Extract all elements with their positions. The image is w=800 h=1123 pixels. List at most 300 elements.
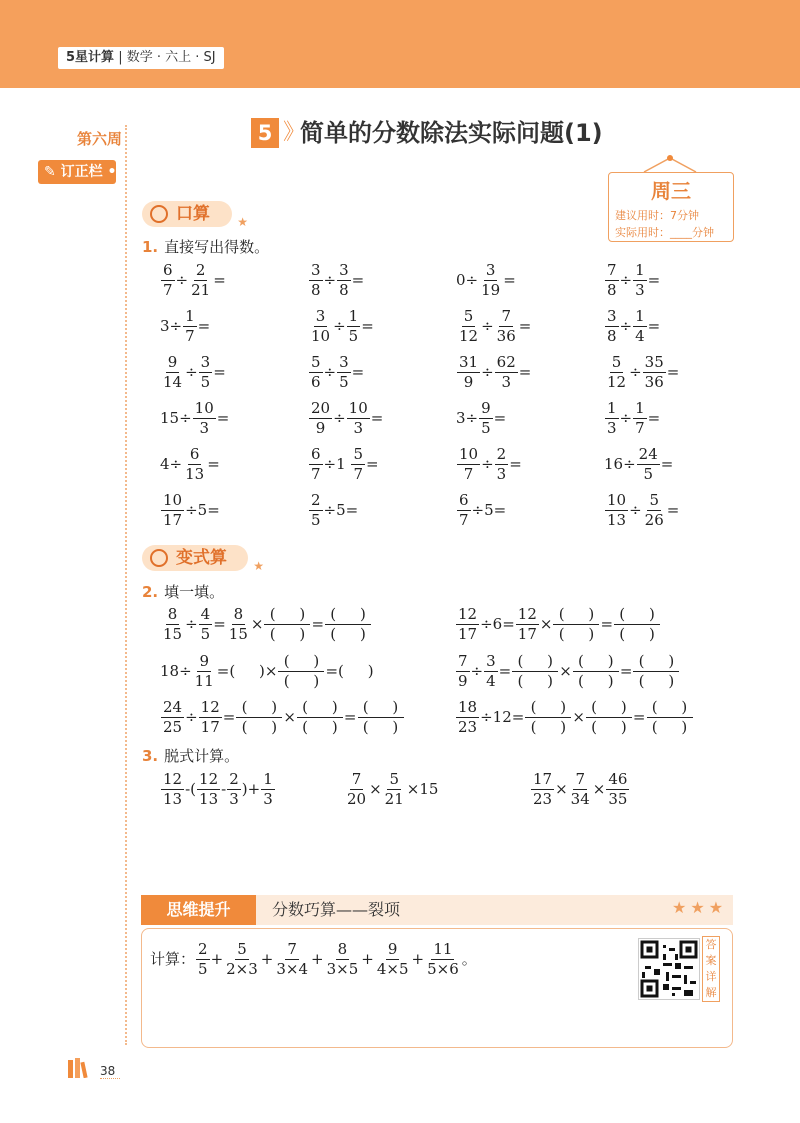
q1-text: 直接写出得数。 (164, 238, 270, 256)
denominator: 36 (496, 327, 516, 345)
equals-sign: = (351, 271, 365, 289)
denominator: 5 (311, 511, 321, 529)
mental-problem (604, 401, 660, 436)
equals-sign: = (518, 317, 532, 335)
fraction (637, 447, 660, 482)
divide-sign: ÷ (323, 363, 337, 381)
denominator: 8 (607, 327, 617, 345)
symbol: = (511, 708, 525, 726)
page-number: 38 (100, 1064, 116, 1078)
denominator: 15 (228, 625, 248, 643)
whole-number: 5 (484, 501, 494, 519)
blank-fraction[interactable] (325, 607, 371, 642)
denominator: 35 (608, 790, 628, 808)
blank-fraction[interactable] (236, 700, 282, 735)
numerator: 7 (607, 261, 617, 279)
equals-sign: = (503, 271, 516, 289)
numerator: ( ) (512, 654, 558, 672)
equals-sign: = (213, 271, 226, 289)
denominator: 7 (311, 465, 321, 483)
denominator: 13 (163, 790, 183, 808)
paren: ) (241, 780, 248, 798)
numerator: 2 (229, 770, 239, 788)
numerator: ( ) (278, 654, 324, 672)
numerator: 3 (339, 261, 349, 279)
blank-fraction[interactable] (553, 607, 599, 642)
mental-problem (604, 447, 673, 482)
denominator: ( ) (302, 718, 338, 736)
numerator: 9 (481, 399, 491, 417)
fraction (633, 309, 647, 344)
symbol: × (555, 780, 568, 798)
fraction (337, 263, 351, 298)
symbol: 12 (492, 708, 512, 726)
denominator: ( ) (530, 718, 567, 736)
fraction (261, 772, 275, 807)
equals-sign: = (361, 317, 374, 335)
blank-fraction[interactable] (512, 654, 558, 689)
blank-fraction[interactable] (297, 700, 343, 735)
numerator: 9 (387, 940, 398, 958)
fraction (375, 942, 411, 977)
blank-fraction[interactable] (647, 700, 693, 735)
fraction (161, 355, 184, 390)
numerator: 7 (351, 770, 362, 788)
numerator: ( ) (573, 654, 619, 672)
denominator: ( ) (619, 625, 655, 643)
symbol: ÷ (179, 662, 192, 680)
fill-row-2-left (160, 654, 374, 689)
qr-code-icon[interactable] (638, 938, 700, 1000)
denominator: 23 (533, 790, 553, 808)
calc-label: 计算： (150, 950, 196, 968)
denominator: 21 (191, 281, 211, 299)
fraction (457, 309, 480, 344)
symbol: × (559, 662, 572, 680)
numerator: 8 (337, 940, 348, 958)
numerator: 12 (163, 770, 183, 788)
numerator: 3 (339, 353, 349, 371)
mental-problem (160, 401, 229, 436)
denominator: 5 (200, 373, 211, 391)
answer-detail-label[interactable]: 答案详解 (702, 936, 720, 1002)
numerator: 1 (348, 307, 359, 325)
denominator: 7 (459, 511, 469, 529)
calc-problem-1 (160, 772, 276, 807)
fraction (351, 447, 365, 482)
book-info: 数学 · 六上 · SJ (126, 50, 216, 65)
denominator: 8 (311, 281, 321, 299)
fraction (309, 493, 323, 528)
mental-problem (456, 309, 531, 344)
day-name: 周三 (651, 179, 691, 203)
whole-number: 5 (197, 501, 208, 519)
fraction (189, 263, 212, 298)
numerator: 3 (200, 353, 211, 371)
numerator: 12 (200, 698, 220, 716)
fraction (425, 942, 461, 977)
numerator: 10 (607, 491, 627, 509)
fraction (199, 355, 213, 390)
denominator: 9 (315, 419, 326, 437)
numerator: 11 (433, 940, 453, 958)
symbol: 6 (492, 615, 503, 633)
fraction (479, 263, 502, 298)
numerator: 7 (458, 652, 468, 670)
symbol: = (222, 708, 236, 726)
numerator: 9 (167, 353, 178, 371)
denominator: 5 (198, 960, 208, 978)
denominator: ( ) (651, 718, 688, 736)
plus-sign: + (260, 950, 274, 968)
denominator: 23 (458, 718, 478, 736)
denominator: 34 (570, 790, 590, 808)
numerator: 17 (533, 770, 553, 788)
fraction (199, 607, 213, 642)
fraction (457, 493, 471, 528)
divide-sign: ÷ (175, 271, 189, 289)
fraction (495, 355, 518, 390)
denominator: 3 (353, 419, 363, 437)
question-3 (142, 745, 239, 766)
denominator: 5 (348, 327, 359, 345)
lesson-arrow: 》 (283, 120, 306, 145)
denominator: 7 (163, 281, 173, 299)
fraction (227, 772, 241, 807)
fraction (227, 607, 250, 642)
blank-fraction[interactable] (633, 654, 679, 689)
plus-sign: + (361, 950, 374, 968)
symbol: = (498, 662, 512, 680)
fraction (309, 401, 332, 436)
numerator: ( ) (614, 607, 660, 625)
mental-problem (308, 401, 383, 436)
divide-sign: ÷ (333, 409, 346, 427)
denominator: 11 (194, 672, 214, 690)
fraction (197, 772, 220, 807)
symbol: = (325, 662, 339, 680)
fraction (484, 654, 498, 689)
divide-sign: ÷ (471, 501, 485, 519)
fraction (605, 493, 628, 528)
fraction (161, 700, 184, 735)
numerator: 5 (649, 491, 659, 509)
mental-problem (160, 263, 226, 298)
symbol: ÷ (185, 615, 198, 633)
numerator: 5 (389, 770, 399, 788)
section-variant-label: 变式算 (176, 548, 227, 568)
numerator: ( ) (633, 654, 679, 672)
symbol: 18 (160, 662, 180, 680)
divide-sign: ÷ (619, 317, 633, 335)
denominator: 17 (163, 511, 183, 529)
denominator: 7 (463, 465, 474, 483)
numerator: 20 (311, 399, 331, 417)
denominator: 25 (163, 718, 183, 736)
mental-problem (456, 493, 506, 528)
numerator: ( ) (553, 607, 599, 625)
plus-sign: + (311, 950, 324, 968)
denominator: 8 (607, 281, 617, 299)
fraction (495, 309, 518, 344)
mental-problem (308, 447, 379, 482)
fraction (457, 447, 480, 482)
fraction (605, 263, 619, 298)
equals-sign: = (660, 455, 674, 473)
fraction (516, 607, 539, 642)
numerator: 2 (496, 445, 507, 463)
mental-problem (604, 355, 679, 390)
equals-sign: = (666, 363, 680, 381)
equals-sign: = (666, 501, 680, 519)
fraction (605, 401, 619, 436)
calc-problem-2 (344, 772, 438, 807)
fraction (569, 772, 592, 807)
equals-sign: = (351, 363, 365, 381)
denominator: 7 (635, 419, 645, 437)
fraction (309, 447, 323, 482)
symbol: × (572, 708, 585, 726)
fraction (345, 772, 368, 807)
fraction (457, 355, 480, 390)
q2-text: 填一填。 (164, 583, 225, 601)
star-icon: ★ (253, 559, 264, 573)
denominator: 17 (458, 625, 478, 643)
denominator: 2×3 (226, 960, 258, 978)
denominator: 4 (635, 327, 645, 345)
denominator: ( ) (241, 718, 278, 736)
divide-sign: ÷ (465, 409, 479, 427)
fraction (309, 309, 332, 344)
mental-problem (308, 309, 374, 344)
header-band (0, 0, 800, 88)
blank-fraction[interactable] (358, 700, 404, 735)
numerator: 6 (189, 445, 200, 463)
mental-problem (604, 309, 660, 344)
daybox-hanger-icon (640, 154, 700, 174)
symbol: 15 (419, 780, 439, 798)
divide-sign: ÷ (481, 317, 494, 335)
fraction (456, 700, 479, 735)
question-2 (142, 581, 224, 602)
numerator: 12 (199, 770, 219, 788)
denominator: ( ) (362, 718, 399, 736)
numerator: ( ) (264, 607, 310, 625)
numerator: 6 (311, 445, 321, 463)
difficulty-stars: ★★★ (672, 898, 728, 917)
numerator: 1 (635, 399, 645, 417)
equals-sign: = (213, 363, 226, 381)
equals-sign: = (509, 455, 522, 473)
fraction (161, 772, 184, 807)
divide-sign: ÷ (323, 455, 337, 473)
mental-problem (160, 493, 220, 528)
fraction (337, 355, 351, 390)
denominator: ( ) (558, 625, 595, 643)
symbol: - (221, 780, 227, 798)
numerator: 1 (185, 307, 195, 325)
numerator: 12 (458, 605, 478, 623)
mental-problem (456, 355, 531, 390)
calc-problem-3 (530, 772, 630, 807)
equals-sign: = (647, 317, 661, 335)
whole-number: 3 (160, 317, 170, 335)
lesson-title: 简单的分数除法实际问题(1) (300, 119, 603, 147)
fraction (633, 263, 647, 298)
week-label: 第六周 (76, 130, 122, 148)
symbol: × (250, 615, 264, 633)
blank-fraction[interactable] (278, 654, 324, 689)
denominator: 9 (463, 373, 474, 391)
denominator: 13 (199, 790, 219, 808)
equals-sign: = (647, 409, 661, 427)
blank-fraction[interactable] (573, 654, 619, 689)
numerator: 2 (198, 940, 208, 958)
tag-separator: | (118, 50, 123, 65)
target-icon (150, 549, 168, 567)
fraction (605, 309, 619, 344)
fraction (479, 401, 493, 436)
fraction (183, 309, 197, 344)
numerator: 1 (607, 399, 617, 417)
fraction (495, 447, 509, 482)
numerator: 6 (163, 261, 173, 279)
denominator: ( ) (591, 718, 627, 736)
blank-fraction[interactable] (586, 700, 632, 735)
section-variant (142, 545, 264, 573)
denominator: 7 (185, 327, 195, 345)
day-box (608, 172, 734, 242)
numerator: 62 (496, 353, 516, 371)
denominator: 5 (339, 373, 349, 391)
mental-problem (308, 355, 364, 390)
mental-problem (160, 355, 226, 390)
fraction (643, 493, 666, 528)
fraction (633, 401, 647, 436)
whole-number: 15 (160, 409, 180, 427)
fraction (643, 355, 666, 390)
symbol: = (213, 615, 226, 633)
symbol: - (185, 780, 191, 798)
mental-problem (308, 493, 358, 528)
mental-problem (604, 263, 660, 298)
divide-sign: ÷ (619, 271, 633, 289)
equals-sign: = (365, 455, 379, 473)
book-tag (58, 47, 224, 69)
fraction (456, 654, 470, 689)
numerator: 7 (501, 307, 511, 325)
fraction (383, 772, 406, 807)
symbol: = (502, 615, 515, 633)
denominator: ( ) (638, 672, 675, 690)
denominator: 3 (229, 790, 239, 808)
fraction (347, 309, 361, 344)
denominator: 13 (185, 465, 205, 483)
numerator: 3 (315, 307, 326, 325)
numerator: 2 (195, 261, 206, 279)
denominator: 3 (496, 465, 507, 483)
denominator: 21 (384, 790, 404, 808)
denominator: ( ) (517, 672, 554, 690)
divide-sign: ÷ (323, 271, 337, 289)
numerator: ( ) (358, 700, 404, 718)
denominator: 4 (486, 672, 496, 690)
whole-number: 1 (336, 455, 351, 473)
mental-problem (160, 309, 210, 344)
equals-sign: = (493, 409, 507, 427)
denominator: 13 (607, 511, 627, 529)
fill-row-2-right (455, 654, 680, 689)
sidebar-divider (125, 125, 127, 1045)
symbol: = (343, 708, 357, 726)
divide-sign: ÷ (629, 501, 642, 519)
divide-sign: ÷ (619, 409, 633, 427)
qr-pattern (639, 939, 699, 999)
blank-fraction[interactable] (264, 607, 310, 642)
denominator: 3 (263, 790, 273, 808)
whole-number: 4 (160, 455, 170, 473)
denominator: 12 (459, 327, 479, 345)
numerator: 10 (459, 445, 479, 463)
blank-paren: ( ) (338, 662, 374, 680)
numerator: 3 (485, 261, 496, 279)
numerator: 3 (486, 652, 496, 670)
numerator: 12 (517, 605, 537, 623)
blank-paren: ( ) (229, 662, 265, 680)
star-icon: ★ (237, 215, 248, 229)
denominator: 14 (163, 373, 183, 391)
numerator: 4 (200, 605, 211, 623)
fraction (347, 401, 370, 436)
denominator: 8 (339, 281, 349, 299)
blank-fraction[interactable] (614, 607, 660, 642)
divide-sign: ÷ (169, 317, 183, 335)
denominator: 3 (635, 281, 645, 299)
symbol: = (619, 662, 633, 680)
numerator: 5 (237, 940, 247, 958)
blank-fraction[interactable] (525, 700, 571, 735)
equals-sign: = (370, 409, 384, 427)
numerator: 24 (638, 445, 658, 463)
fraction (605, 355, 628, 390)
denominator: 6 (311, 373, 321, 391)
mental-problem (308, 263, 364, 298)
question-1 (142, 236, 269, 257)
fraction (224, 942, 260, 977)
equals-sign: = (647, 271, 661, 289)
fraction (531, 772, 554, 807)
numerator: 5 (611, 353, 622, 371)
page-underline (100, 1078, 120, 1079)
fraction (456, 607, 479, 642)
divide-sign: ÷ (465, 271, 479, 289)
timer-icon (150, 205, 168, 223)
denominator: 7 (353, 465, 363, 483)
numerator: 3 (311, 261, 321, 279)
whole-number: 0 (456, 271, 466, 289)
numerator: 3 (607, 307, 617, 325)
symbol: + (247, 780, 261, 798)
denominator: 3×5 (326, 960, 359, 978)
divide-sign: ÷ (169, 455, 183, 473)
equals-sign: = (197, 317, 211, 335)
denominator: ( ) (269, 625, 306, 643)
numerator: 7 (287, 940, 297, 958)
denominator: 3 (607, 419, 617, 437)
numerator: ( ) (647, 700, 693, 718)
equals-sign: = (207, 455, 220, 473)
divide-sign: ÷ (623, 455, 636, 473)
